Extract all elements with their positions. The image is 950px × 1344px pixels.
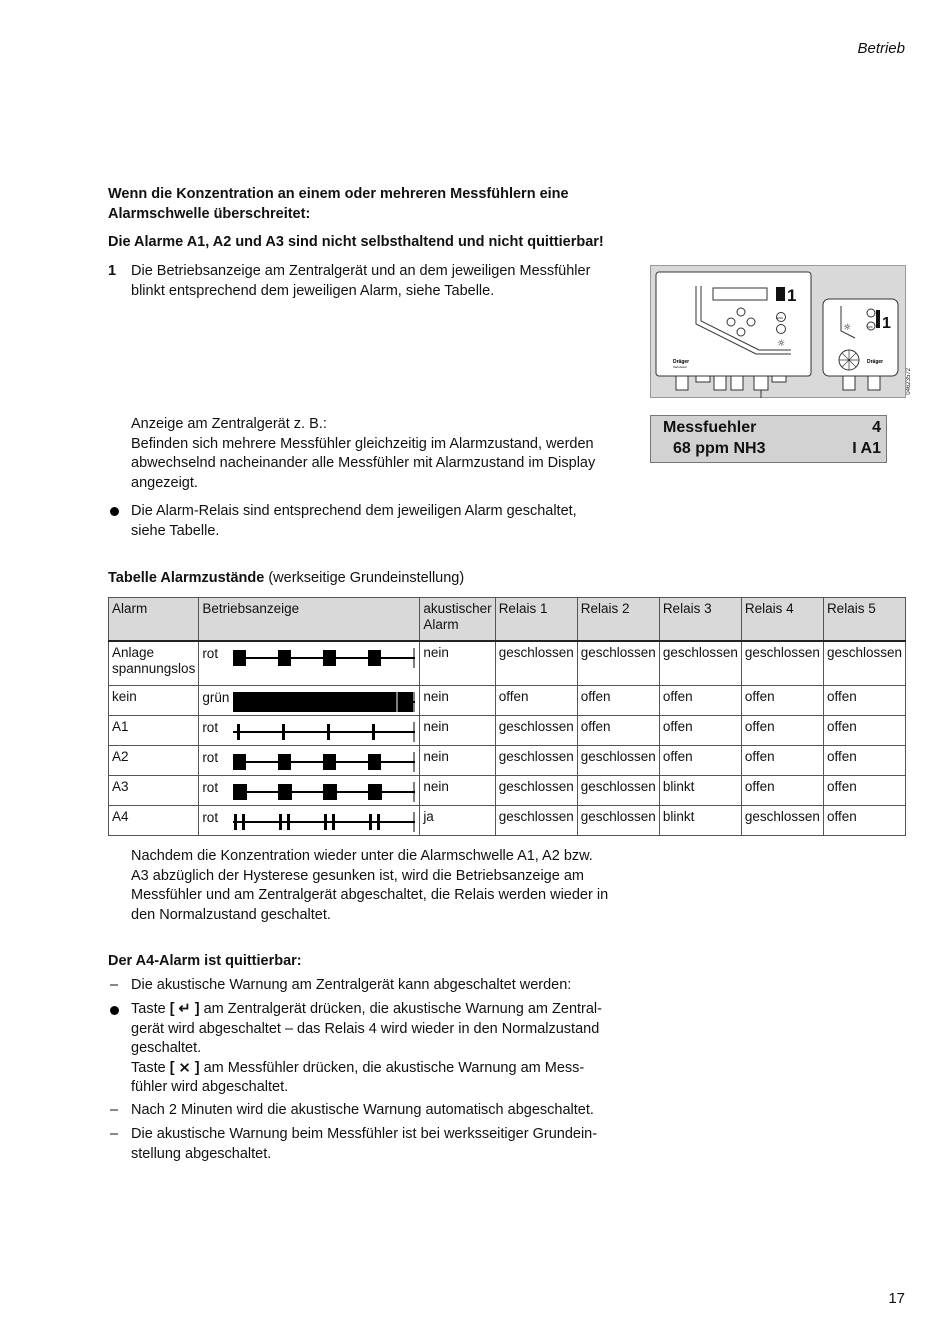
pattern-block: [368, 784, 382, 800]
svg-text:OFF: OFF: [867, 325, 873, 329]
pattern-block: [323, 784, 337, 800]
alarm-cell: A1: [109, 715, 199, 745]
svg-text:Dräger: Dräger: [673, 359, 690, 365]
acoustic-cell: nein: [420, 715, 495, 745]
header-akustischer-alarm: akustischer Alarm: [420, 598, 495, 642]
acoustic-cell: nein: [420, 775, 495, 805]
pattern-tick: [237, 724, 240, 740]
acoustic-cell: ja: [420, 805, 495, 835]
pattern-tick: [369, 814, 372, 830]
pattern-block: [278, 650, 291, 666]
relay-4-cell: geschlossen: [741, 805, 823, 835]
pattern-block: [323, 650, 336, 666]
indicator-cell: [199, 775, 420, 805]
pattern-block: [368, 754, 381, 770]
figure-id: 04623572: [906, 368, 912, 395]
a4-bullet-1: Taste [ ↵ ] am Zentralgerät drücken, die akustische Warnung am Zentral- gerät wird abgeschaltet – das Relais 4 wird wieder in den Normalzustand geschaltet. Taste [ ⨯ ] am Messfühler drücken, die akustische Warnung am Mess- fühler wird abgeschaltet.: [131, 1001, 602, 1095]
relay-2-cell: offen: [577, 715, 659, 745]
acoustic-cell: nein: [420, 685, 495, 715]
indicator-color: grün: [202, 689, 230, 705]
a4-heading: Der A4-Alarm ist quittierbar:: [108, 953, 302, 969]
blink-pattern: [233, 810, 415, 834]
alarm-cell: A2: [109, 745, 199, 775]
relay-2-cell: geschlossen: [577, 805, 659, 835]
blink-pattern: [233, 646, 415, 670]
a4-dash-3: Die akustische Warnung beim Messfühler ist bei werksseitiger Grundein- stellung abgeschaltet.: [131, 1126, 598, 1162]
alarm-cell: Anlage spannungslos: [109, 641, 199, 685]
alarm-cell: A3: [109, 775, 199, 805]
header-relais-5: Relais 5: [823, 598, 905, 642]
device-label: 1: [787, 286, 797, 305]
relay-3-cell: offen: [659, 715, 741, 745]
lcd-line2-right: I A1: [852, 440, 881, 457]
alarm-cell: kein: [109, 685, 199, 715]
lcd-line1-left: Messfuehler: [663, 419, 757, 436]
relay-3-cell: blinkt: [659, 775, 741, 805]
intro-heading: Wenn die Konzentration an einem oder mehreren Messfühlern eine Alarmschwelle überschreitet:: [108, 186, 569, 222]
blink-pattern: [233, 690, 415, 714]
after-text: Nachdem die Konzentration wieder unter die Alarmschwelle A1, A2 bzw. A3 abzüglich der Hysterese gesunken ist, wird die Betriebsanzeige am Messfühler und am Zentralgerät abgeschaltet, die Relais werden wieder in den Normalzustand geschaltet.: [131, 848, 609, 923]
relay-3-cell: geschlossen: [659, 641, 741, 685]
device-figure: [650, 265, 906, 398]
table-row: [109, 715, 906, 745]
svg-text:☼: ☼: [842, 323, 852, 333]
lcd-line2-left: 68 ppm NH3: [673, 440, 766, 457]
relay-4-cell: offen: [741, 685, 823, 715]
relay-4-cell: offen: [741, 715, 823, 745]
pattern-tick: [372, 724, 375, 740]
page-number: 17: [888, 1290, 905, 1307]
horn-off-key-icon: [ ⨯ ]: [169, 1059, 200, 1076]
step-1-text: Die Betriebsanzeige am Zentralgerät und an dem jeweiligen Messfühler blinkt entsprechend dem jeweiligen Alarm, siehe Tabelle.: [131, 263, 591, 299]
bullet-icon: [110, 1006, 119, 1015]
blink-pattern: [233, 780, 415, 804]
svg-text:☼: ☼: [776, 339, 786, 349]
pattern-solid-bar: [233, 692, 413, 712]
intro-subheading: Die Alarme A1, A2 und A3 sind nicht selbsthaltend und nicht quittierbar!: [108, 234, 604, 250]
relay-text: Die Alarm-Relais sind entsprechend dem jeweiligen Alarm geschaltet, siehe Tabelle.: [131, 503, 577, 539]
header-relais-1: Relais 1: [495, 598, 577, 642]
a4-dash-2: Nach 2 Minuten wird die akustische Warnung automatisch abgeschaltet.: [131, 1102, 594, 1118]
relay-1-cell: geschlossen: [495, 775, 577, 805]
header-relais-3: Relais 3: [659, 598, 741, 642]
table-caption: Tabelle Alarmzustände (werkseitige Grundeinstellung): [108, 570, 465, 586]
indicator-color: rot: [202, 749, 219, 765]
indicator-color: rot: [202, 779, 219, 795]
header-relais-2: Relais 2: [577, 598, 659, 642]
a4-dash-1: Die akustische Warnung am Zentralgerät kann abgeschaltet werden:: [131, 977, 572, 993]
blink-pattern: [233, 750, 415, 774]
pattern-tick: [242, 814, 245, 830]
relay-2-cell: geschlossen: [577, 641, 659, 685]
step-number: 1: [108, 263, 117, 279]
alarm-table: [108, 597, 906, 836]
header-alarm: Alarm: [109, 598, 199, 642]
svg-text:Dräger: Dräger: [867, 359, 884, 365]
dash-icon: –: [110, 1126, 119, 1142]
svg-text:ESC: ESC: [777, 316, 784, 320]
pattern-tick: [282, 724, 285, 740]
pattern-block: [323, 754, 336, 770]
relay-3-cell: blinkt: [659, 805, 741, 835]
blink-pattern: [233, 720, 415, 744]
table-row: [109, 641, 906, 685]
relay-1-cell: geschlossen: [495, 641, 577, 685]
header-betriebsanzeige: Betriebsanzeige: [199, 598, 420, 642]
sensor-label: 1: [882, 315, 891, 332]
pattern-tick: [234, 814, 237, 830]
display-text: Anzeige am Zentralgerät z. B.: Befinden sich mehrere Messfühler gleichzeitig im Alarmzustand, werden abwechselnd nacheinander alle Messfühler mit Alarmzustand im Display angezeigt.: [131, 416, 596, 491]
pattern-tick: [324, 814, 327, 830]
pattern-tick: [377, 814, 380, 830]
table-row: [109, 805, 906, 835]
table-row: [109, 685, 906, 715]
relay-3-cell: offen: [659, 685, 741, 715]
pattern-tick: [287, 814, 290, 830]
pattern-tick: [332, 814, 335, 830]
relay-1-cell: geschlossen: [495, 805, 577, 835]
relay-5-cell: offen: [823, 805, 905, 835]
pattern-block: [233, 784, 247, 800]
table-row: [109, 775, 906, 805]
acoustic-cell: nein: [420, 745, 495, 775]
relay-2-cell: offen: [577, 685, 659, 715]
pattern-block: [278, 754, 291, 770]
header-relais-4: Relais 4: [741, 598, 823, 642]
relay-2-cell: geschlossen: [577, 775, 659, 805]
dash-icon: –: [110, 1102, 119, 1118]
acoustic-cell: nein: [420, 641, 495, 685]
pattern-tick: [279, 814, 282, 830]
indicator-cell: [199, 805, 420, 835]
relay-1-cell: geschlossen: [495, 715, 577, 745]
relay-4-cell: offen: [741, 745, 823, 775]
relay-5-cell: offen: [823, 775, 905, 805]
pattern-block: [278, 784, 292, 800]
pattern-block: [233, 754, 246, 770]
relay-5-cell: offen: [823, 745, 905, 775]
page-header: Betrieb: [857, 40, 905, 57]
indicator-color: rot: [202, 809, 219, 825]
svg-text:VarioGard: VarioGard: [673, 365, 687, 369]
relay-4-cell: geschlossen: [741, 641, 823, 685]
lcd-line1-right: 4: [872, 419, 881, 436]
relay-5-cell: offen: [823, 685, 905, 715]
relay-2-cell: geschlossen: [577, 745, 659, 775]
indicator-cell: [199, 685, 420, 715]
indicator-color: rot: [202, 646, 219, 661]
enter-key-icon: [ ↵ ]: [169, 1001, 200, 1017]
lcd-display: [650, 415, 887, 463]
table-row: [109, 745, 906, 775]
dash-icon: –: [110, 977, 119, 993]
relay-5-cell: offen: [823, 715, 905, 745]
relay-1-cell: geschlossen: [495, 745, 577, 775]
pattern-tick: [327, 724, 330, 740]
alarm-cell: A4: [109, 805, 199, 835]
relay-5-cell: geschlossen: [823, 641, 905, 685]
indicator-cell: [199, 715, 420, 745]
bullet-icon: [110, 507, 119, 516]
relay-4-cell: offen: [741, 775, 823, 805]
relay-1-cell: offen: [495, 685, 577, 715]
pattern-block: [368, 650, 381, 666]
indicator-color: rot: [202, 719, 219, 735]
device-illustration: [651, 266, 907, 399]
table-header-row: [109, 598, 906, 642]
indicator-cell: [199, 745, 420, 775]
indicator-cell: [199, 641, 420, 685]
relay-3-cell: offen: [659, 745, 741, 775]
pattern-block: [233, 650, 246, 666]
